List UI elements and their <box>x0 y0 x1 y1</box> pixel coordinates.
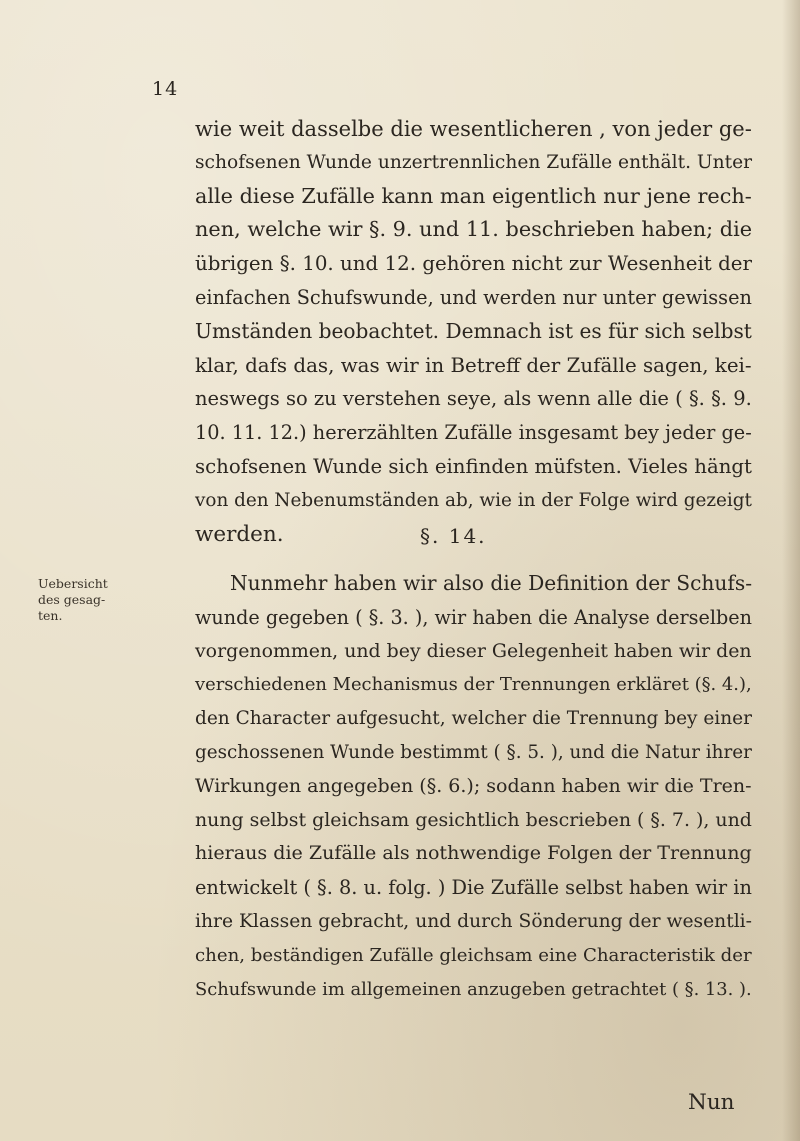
text-line: Umständen beobachtet. Demnach ist es für sich selbst <box>195 318 752 343</box>
text-line: vorgenommen, und bey dieser Gelegenheit haben wir den <box>195 639 752 662</box>
text-line: geschossenen Wunde bestimmt ( §. 5. ), und die Natur ihrer <box>195 741 752 763</box>
text-line: übrigen §. 10. und 12. gehören nicht zur Wesenheit der <box>195 252 752 276</box>
text-line: hieraus die Zufälle als nothwendige Folgen der Trennung <box>195 842 752 865</box>
marginal-note-line: Uebersicht <box>38 576 108 591</box>
text-line: werden. <box>195 521 284 547</box>
marginal-note <box>38 576 168 624</box>
text-line: 10. 11. 12.) hererzählten Zufälle insgesamt bey jeder ge- <box>195 421 752 445</box>
text-line: wie weit dasselbe die wesentlicheren , von jeder ge- <box>195 116 752 141</box>
text-line: nen, welche wir §. 9. und 11. beschrieben haben; die <box>195 217 753 242</box>
text-line: Wirkungen angegeben (§. 6.); sodann haben wir die Tren- <box>195 774 752 797</box>
text-line: alle diese Zufälle kann man eigentlich nur jene rech- <box>195 183 752 208</box>
text-line: klar, dafs das, was wir in Betreff der Zufälle sagen, kei- <box>195 353 752 377</box>
paragraph-1 <box>195 112 755 551</box>
marginal-note-line: ten. <box>38 608 63 623</box>
section-heading: §. 14. <box>420 524 487 548</box>
text-line: schofsenen Wunde unzertrennlichen Zufälle enthält. Unter <box>195 151 753 173</box>
page-number: 14 <box>152 78 179 100</box>
text-line: den Character aufgesucht, welcher die Trennung bey einer <box>195 708 752 730</box>
text-line: einfachen Schufswunde, und werden nur unter gewissen <box>195 285 752 309</box>
catchword: Nun <box>688 1090 735 1115</box>
text-line: wunde gegeben ( §. 3. ), wir haben die Analyse derselben <box>195 605 752 629</box>
text-line: ihre Klassen gebracht, und durch Sönderung der wesentli- <box>195 910 752 932</box>
text-line: Schufswunde im allgemeinen anzugeben getrachtet ( §. 13. ). <box>195 978 752 1000</box>
text-line: verschiedenen Mechanismus der Trennungen erkläret (§. 4.), <box>195 674 752 696</box>
text-line: neswegs so zu verstehen seye, als wenn alle die ( §. §. 9. <box>195 387 752 411</box>
page-edge-shadow <box>782 0 800 1141</box>
text-line: von den Nebenumständen ab, wie in der Folge wird gezeigt <box>195 489 752 511</box>
paragraph-2 <box>195 567 755 1006</box>
text-line: entwickelt ( §. 8. u. folg. ) Die Zufälle selbst haben wir in <box>195 876 752 900</box>
text-line: schofsenen Wunde sich einfinden müfsten. Vieles hängt <box>195 454 752 478</box>
text-line: chen, beständigen Zufälle gleichsam eine Characteristik der <box>195 944 752 966</box>
marginal-note-line: des gesag- <box>38 592 106 607</box>
text-line: nung selbst gleichsam gesichtlich bescrieben ( §. 7. ), und <box>195 808 752 831</box>
text-line: Nunmehr haben wir also die Definition der Schufs- <box>230 571 753 595</box>
